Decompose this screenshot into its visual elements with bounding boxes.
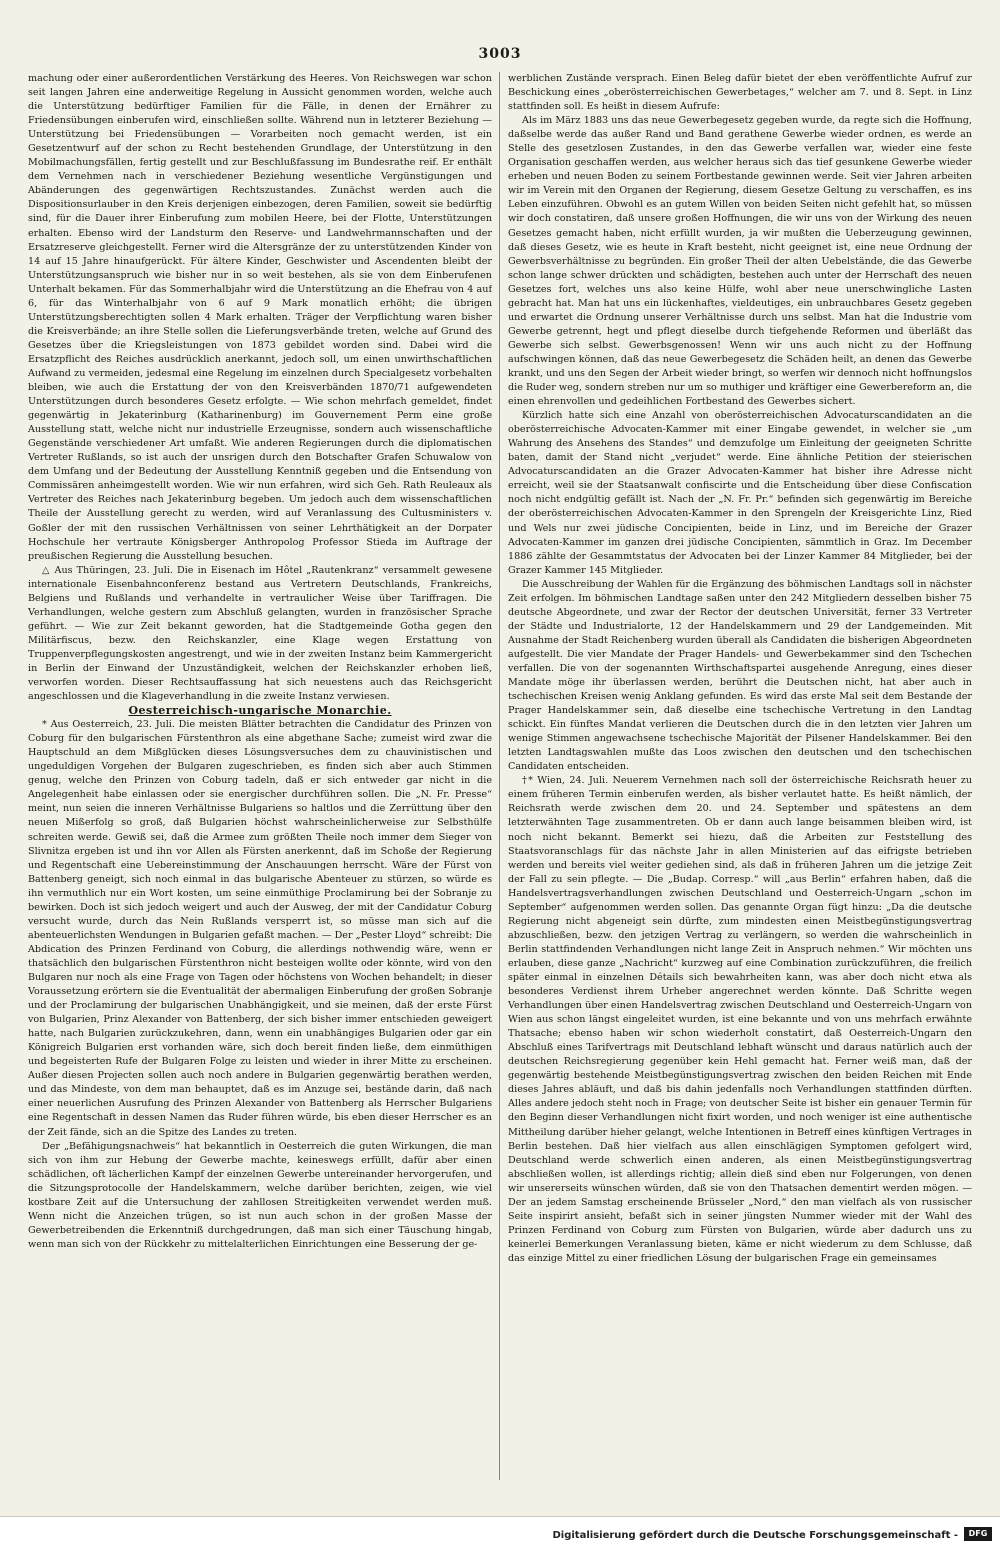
- page-number: 3003: [478, 46, 522, 62]
- section-heading: Oesterreichisch-ungarische Monarchie.: [128, 704, 392, 718]
- funding-notice: Digitalisierung gefördert durch die Deutsche Forschungsgemeinschaft -: [552, 1530, 958, 1541]
- article-paragraph: werblichen Zustände versprach. Einen Beleg dafür bietet der eben veröffentlichte Aufruf zur Beschickung eines „oberösterreichischen Gewerbetages,“ welcher am 7. und 8. Sept. in Linz stattfinden soll. Es heißt in diesem Aufrufe:: [508, 73, 972, 113]
- left-column: [28, 72, 492, 1482]
- article-paragraph: * Aus Oesterreich, 23. Juli. Die meisten Blätter betrachten die Candidatur des Prinzen von Coburg für den bulgarischen Fürstenthron als eine abgethane Sache; zumeist wird zwar die Hauptschuld an dem Mißglücken dieses Lösungsversuches dem zu chauvinistischen und ungeduldigen Vorgehen der Bulgaren zugeschrieben, es finden sich aber auch Stimmen genug, welche den Prinzen von Coburg tadeln, daß er sich entweder gar nicht in die Angelegenheit habe einlassen oder sie energischer durchführen sollen. Die „N. Fr. Presse“ meint, nun seien die inneren Verhältnisse Bulgariens so haltlos und die Zerrüttung über den neuen Mißerfolg so groß, daß Bulgarien höchst wahrscheinlicherweise zur Selbsthülfe schreiten werde. Gewiß sei, daß die Armee zum größten Theile noch immer dem Sieger von Slivnitza ergeben ist und ihn vor Allen als Fürsten anerkennt, daß im Schoße der Regierung und Regentschaft eine Uebereinstimmung der Anschauungen herrscht. Wäre der Fürst von Battenberg geneigt, sich noch einmal in das bulgarische Abenteuer zu stürzen, so würde es ihn vermuthlich nur ein Wort kosten, um seine einmüthige Proclamirung bei der Sobranje zu bewirken. Doch ist sich jedoch weigert und auch der Ausweg, der mit der Candidatur Coburg versucht wurde, durch das Nein Rußlands versperrt ist, so müsse man sich auf die abenteuerlichsten Wendungen in Bulgarien gefaßt machen. — Der „Pester Lloyd“ schreibt: Die Abdication des Prinzen Ferdinand von Coburg, die allerdings nothwendig wäre, wenn er thatsächlich den bulgarischen Fürstenthron nicht besteigen wollte oder könnte, wird von den Bulgaren nur noch als eine Frage von Tagen oder höchstens von Wochen behandelt; in dieser Voraussetzung erörtern sie die Eventualität der abermaligen Einberufung der großen Sobranje und der Proclamirung der bulgarischen Unabhängigkeit, und sie meinen, daß der erste Fürst von Bulgarien, Prinz Alexander von Battenberg, der sich bisher immer entschieden geweigert hatte, nach Bulgarien zurückzukehren, dann, wenn ein unabhängiges Bulgarien oder gar ein Königreich Bulgarien erst vorhanden wäre, sich doch bereit finden ließe, dem einmüthigen und begeisterten Rufe der Bulgaren Folge zu leisten und wieder in ihrer Mitte zu erscheinen. Außer diesen Projecten sollen auch noch andere in Bulgarien gegenwärtig berathen werden, und das Mindeste, von dem man behauptet, daß es im Anzuge sei, bestände darin, daß nach einer neuerlichen Ausrufung des Prinzen Alexander von Battenberg als Herrscher Bulgariens eine Regentschaft in dessen Namen das Ruder führen würde, bis eben dieser Herrscher es an der Zeit fände, sich an die Spitze des Landes zu treten.: [28, 719, 492, 1138]
- column-divider: [499, 72, 500, 1480]
- article-paragraph: †* Wien, 24. Juli. Neuerem Vernehmen nach soll der österreichische Reichsrath heuer zu einem früheren Termin einberufen werden, als bisher verlautet hatte. Es heißt nämlich, der Reichsrath werde zwischen dem 20. und 24. September und spätestens an dem letzterwähnten Tage zusammentreten. Ob er dann auch lange beisammen bleiben wird, ist noch nicht bekannt. Bemerkt sei hiezu, daß die Arbeiten zur Feststellung des Staatsvoranschlags für das nächste Jahr in allen Ministerien auf das eifrigste betrieben werden und bereits viel weiter gediehen sind, als daß in früheren Jahren um die jetzige Zeit der Fall zu sein pflegte. — Die „Budap. Corresp.“ will „aus Berlin“ erfahren haben, daß die Handelsvertragsverhandlungen zwischen Deutschland und Oesterreich-Ungarn „schon im September“ aufgenommen werden sollen. Das genannte Organ fügt hinzu: „Da die deutsche Regierung nicht abgeneigt sein dürfte, zum mindesten einen Meistbegünstigungsvertrag abzuschließen, bezw. den jetzigen Vertrag zu verlängern, so werden die wahrscheinlich in Berlin stattfindenden Verhandlungen nicht lange Zeit in Anspruch nehmen.“ Wir möchten uns erlauben, diese ganze „Nachricht“ kurzweg auf eine Combination zurückzuführen, die freilich später einmal in einzelnen Détails sich bewahrheiten kann, was aber doch nicht etwa als besonderes Verdienst ihrem Urheber angerechnet werden könnte. Daß Schritte wegen Verhandlungen über einen Handelsvertrag zwischen Deutschland und Oesterreich-Ungarn von Wien aus schon längst eingeleitet wurden, ist eine bekannte und von uns mehrfach erwähnte Thatsache; ebenso haben wir schon wiederholt constatirt, daß Oesterreich-Ungarn den Abschluß eines Tarifvertrags mit Deutschland lebhaft wünscht und daraus natürlich auch der deutschen Reichsregierung gegenüber kein Hehl gemacht hat. Ferner weiß man, daß der gegenwärtig bestehende Meistbegünstigungsvertrag zwischen den beiden Reichen mit Ende dieses Jahres abläuft, und daß bis dahin jedenfalls noch Verhandlungen stattfinden dürften. Alles andere jedoch steht noch in Frage; von deutscher Seite ist bisher ein genauer Termin für den Beginn dieser Verhandlungen nicht fixirt worden, und noch weniger ist eine authentische Mittheilung darüber hieher gelangt, welche Intentionen in Betreff eines künftigen Vertrages in Berlin bestehen. Daß hier vielfach aus allen einschlägigen Symptomen gefolgert wird, Deutschland werde schwerlich einen anderen, als einen Meistbegünstigungsvertrag abschließen wollen, ist allerdings richtig; allein dieß sind eben nur Folgerungen, von denen wir unsererseits wünschen würden, daß sie von den Thatsachen dementirt werden mögen. — Der an jedem Samstag erscheinende Brüsseler „Nord,“ den man vielfach als von russischer Seite inspirirt ansieht, befaßt sich in seiner jüngsten Nummer wieder mit der Wahl des Prinzen Ferdinand von Coburg zum Fürsten von Bulgarien, würde aber dadurch uns zu keinerlei Bemerkungen Veranlassung bieten, käme er nicht wiederum zu dem Schlusse, daß das einzige Mittel zu einer friedlichen Lösung der bulgarischen Frage ein gemeinsames: [508, 775, 972, 1264]
- article-paragraph: Die Ausschreibung der Wahlen für die Ergänzung des böhmischen Landtags soll in nächster Zeit erfolgen. Im böhmischen Landtage saßen unter den 242 Mitgliedern desselben bisher 75 deutsche Abgeordnete, und zwar der Rector der deutschen Universität, ferner 33 Vertreter der Städte und Industrialorte, 12 der Handelskammern und 29 der Landgemeinden. Mit Ausnahme der Stadt Reichenberg wurden überall als Candidaten die bisherigen Abgeordneten aufgestellt. Die vier Mandate der Prager Handels- und Gewerbekammer sind den Tschechen verfallen. Die von der sogenannten Wirthschaftspartei ausgehende Anregung, eines dieser Mandate möge ihr überlassen werden, berührt die Deutschen nicht, hat aber auch in tschechischen Kreisen wenig Anklang gefunden. Es wird das erste Mal seit dem Bestande der Prager Handelskammer sein, daß dieselbe eine tschechische Vertretung in den Landtag schickt. Ein fünftes Mandat verlieren die Deutschen durch die in den letzten vier Jahren um wenige Stimmen angewachsene tschechische Majorität der Pilsener Handelskammer. Bei den letzten Landtagswahlen mußte das Loos zwischen den deutschen und den tschechischen Candidaten entscheiden.: [508, 578, 972, 773]
- article-paragraph: Der „Befähigungsnachweis“ hat bekanntlich in Oesterreich die guten Wirkungen, die man sich von ihm zur Hebung der Gewerbe machte, keineswegs erfüllt, dafür aber einen schädlichen, oft lächerlichen Kampf der einzelnen Gewerbe untereinander hervorgerufen, und die Sitzungsprotocolle der Handelskammern, welche darüber berichten, zeigen, wie viel kostbare Zeit auf die Untersuchung der zahllosen Streitigkeiten verwendet werden muß. Wenn nicht die Anzeichen trügen, so ist nun auch schon in der großen Masse der Gewerbetreibenden die Erkenntniß durchgedrungen, daß man sich einer Täuschung hingab, wenn man sich von der Rückkehr zu mittelalterlichen Einrichtungen eine Besserung der ge-: [28, 1140, 492, 1250]
- article-paragraph: △ Aus Thüringen, 23. Juli. Die in Eisenach im Hôtel „Rautenkranz“ versammelt gewesene internationale Eisenbahnconferenz bestand aus Vertretern Deutschlands, Frankreichs, Belgiens und Rußlands und verhandelte in vertraulicher Weise über Tariffragen. Die Verhandlungen, welche gestern zum Abschluß gelangten, wurden in französischer Sprache geführt. — Wie zur Zeit bekannt geworden, hat die Stadtgemeinde Gotha gegen den Militärfiscus, bezw. den Reichskanzler, eine Klage wegen Erstattung von Truppenverpflegungskosten angestrengt, und wie in der zweiten Instanz beim Kammergericht in Berlin der Einwand der Unzuständigkeit, welchen der Reichskanzler erhoben ließ, verworfen worden. Dieser Rechtsauffassung hat sich neuestens auch das Reichsgericht angeschlossen und die Klageverhandlung in die zweite Instanz verwiesen.: [28, 564, 492, 703]
- right-column: [508, 72, 972, 1482]
- article-paragraph: machung oder einer außerordentlichen Verstärkung des Heeres. Von Reichswegen war schon seit langen Jahren eine anderweitige Regelung in Aussicht genommen worden, welche auch die Unterstützung bedürftiger Familien für die Fälle, in denen der Ernährer zu Friedensübungen einberufen wird, einschließen sollte. Während nun in letzterer Beziehung — Unterstützung bei Friedensübungen — Vorarbeiten noch gemacht werden, ist ein Gesetzentwurf auf der schon zu Recht bestehenden Grundlage, der Unterstützung in den Mobilmachungsfällen, fertig gestellt und zur Beschlußfassung im Bundesrathe reif. Er enthält dem Vernehmen nach in verschiedener Beziehung wesentliche Vergünstigungen und Abänderungen des gegenwärtigen Rechtszustandes. Zunächst werden auch die Dispositionsurlauber in den Kreis derjenigen einbezogen, deren Familien, soweit sie bedürftig sind, für die Dauer ihrer Einberufung zum mobilen Heere, bei der Flotte, Unterstützungen erhalten. Ebenso wird der Landsturm den Reserve- und Landwehrmannschaften und der Ersatzreserve gleichgestellt. Ferner wird die Altersgränze der zu unterstützenden Kinder von 14 auf 15 Jahre hinaufgerückt. Für ältere Kinder, Geschwister und Ascendenten bleibt der Unterstützungsanspruch wie bisher nur in so weit bestehen, als sie von dem Einberufenen Unterhalt bekamen. Für das Sommerhalbjahr wird die Unterstützung an die Ehefrau von 4 auf 6, für das Winterhalbjahr von 6 auf 9 Mark monatlich erhöht; die übrigen Unterstützungsberechtigten sollen 4 Mark erhalten. Träger der Verpflichtung waren bisher die Kreisverbände; an ihre Stelle sollen die Lieferungsverbände treten, welche auf Grund des Gesetzes über die Kriegsleistungen von 1873 gebildet worden sind. Dabei wird die Ersatzpflicht des Reiches ausdrücklich anerkannt, jedoch soll, um einen unwirthschaftlichen Aufwand zu vermeiden, jedesmal eine Regelung im einzelnen durch Specialgesetz vorbehalten bleiben, wie auch die Erstattung der von den Kreisverbänden 1870/71 aufgewendeten Unterstützungen durch besonderes Gesetz erfolgte. — Wie schon mehrfach gemeldet, findet gegenwärtig in Jekaterinburg (Katharinenburg) im Gouvernement Perm eine große Ausstellung statt, welche nicht nur industrielle Erzeugnisse, sondern auch wissenschaftliche Gegenstände verschiedener Art umfaßt. Wie anderen Regierungen durch die diplomatischen Vertreter Rußlands, so ist auch der unsrigen durch den Botschafter Grafen Schuwalow von dem Umfang und der Bedeutung der Ausstellung Kenntniß gegeben und die Entsendung von Commissären anheimgestellt worden. Wie wir nun erfahren, wird sich Geh. Rath Reuleaux als Vertreter des Reiches nach Jekaterinburg begeben. Um jedoch auch dem wissenschaftlichen Theile der Ausstellung gerecht zu werden, wird auf Veranlassung des Cultusministers v. Goßler der mit den russischen Verhältnissen von seiner Lehrthätigkeit an der Dorpater Hochschule her vertraute Königsberger Anthropolog Professor Stieda im Auftrage der preußischen Regierung die Ausstellung besuchen.: [28, 73, 492, 562]
- dfg-logo-icon: DFG: [964, 1527, 992, 1541]
- quoted-paragraph: Als im März 1883 uns das neue Gewerbegesetz gegeben wurde, da regte sich die Hoffnung, daßselbe werde das außer Rand und Band gerathene Gewerbe wieder ordnen, es werde an Stelle des gesetzlosen Zustandes, in den das Gewerbe verfallen war, wieder eine feste Organisation geschaffen werden, aus welcher heraus sich das tief gesunkene Gewerbe wieder erheben und neuen Boden zu seinem Fortbestande gewinnen werde. Seit vier Jahren arbeiten wir im Verein mit den Organen der Regierung, diesem Gesetze Geltung zu verschaffen, es ins Leben einzuführen. Obwohl es an gutem Willen von beiden Seiten nicht gefehlt hat, so müssen wir doch constatiren, daß unsere großen Hoffnungen, die wir uns von der Wirkung des neuen Gesetzes gemacht haben, nicht erfüllt wurden, ja wir mußten die Ueberzeugung gewinnen, daß dieses Gesetz, wie es heute in Kraft besteht, nicht geeignet ist, eine neue Ordnung der Gewerbsverhältnisse zu begründen. Ein großer Theil der alten Uebelstände, die das Gewerbe schon lange schwer drückten und schädigten, bestehen auch unter der Herrschaft des neuen Gesetzes fort, welches uns also keine Hülfe, wohl aber neue unerschwingliche Lasten gebracht hat. Man hat uns ein lückenhaftes, vieldeutiges, ein unbrauchbares Gesetz gegeben und erwartet die Ordnung unserer Verhältnisse durch uns selbst. Man hat die Industrie vom Gewerbe getrennt, hegt und pflegt dieselbe durch tiefgehende Reformen und überläßt das Gewerbe sich selbst. Gewerbsgenossen! Wenn wir uns auch nicht zu der Hoffnung aufschwingen können, daß das neue Gewerbegesetz die Schäden heilt, an denen das Gewerbe krankt, und uns den Segen der Arbeit wieder bringt, so werfen wir dennoch nicht hoffnungslos die Ruder weg, sondern streben nur um so muthiger und kräftiger eine Gewerbereform an, die einen ehrenvollen und gedeihlichen Fortbestand des Gewerbes sichert.: [508, 115, 972, 408]
- article-paragraph: Kürzlich hatte sich eine Anzahl von oberösterreichischen Advocaturscandidaten an die oberösterreichische Advocaten-Kammer mit einer Eingabe gewendet, in welcher sie „um Wahrung des Ansehens des Standes“ und demzufolge um Einleitung der geeigneten Schritte baten, damit der Stand nicht „verjudet“ werde. Eine ähnliche Petition der steierischen Advocaturscandidaten an die Grazer Advocaten-Kammer hat bisher ihre Adresse nicht erreicht, weil sie der Staatsanwalt confiscirte und die Entscheidung über diese Confiscation noch nicht endgültig gefällt ist. Nach der „N. Fr. Pr.“ befinden sich gegenwärtig im Bereiche der oberösterreichischen Advocaten-Kammer in den Sprengeln der Kreisgerichte Linz, Ried und Wels nur zwei jüdische Concipienten, beide in Linz, und im Bereiche der Grazer Advocaten-Kammer im ganzen drei jüdische Concipienten, sämmtlich in Graz. Im December 1886 zählte der Gesammtstatus der Advocaten bei der Linzer Kammer 84 Mitglieder, bei der Grazer Kammer 145 Mitglieder.: [508, 410, 972, 576]
